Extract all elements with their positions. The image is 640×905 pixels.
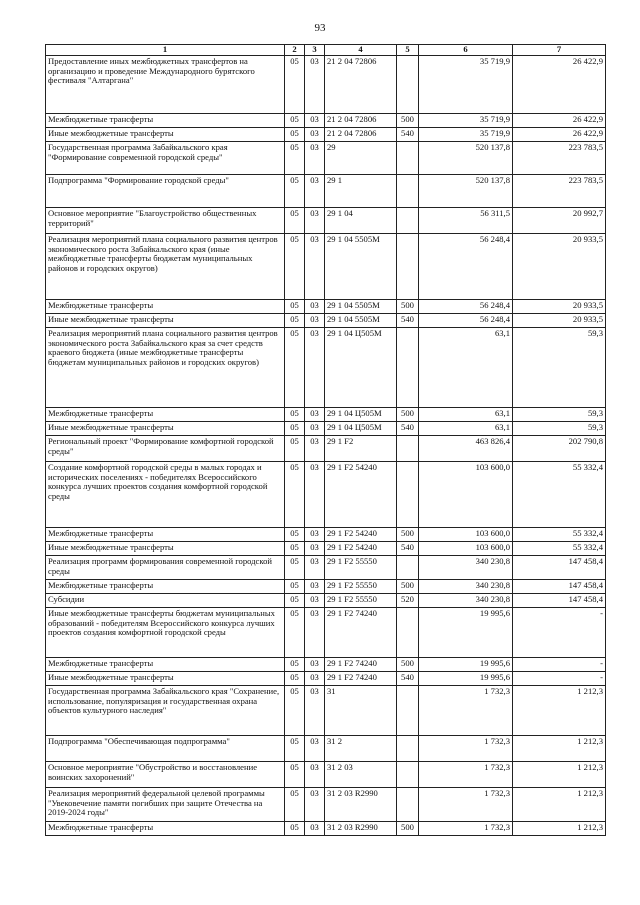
row-amount-2-cell: -: [513, 658, 606, 672]
row-amount-2-cell: 20 933,5: [513, 234, 606, 300]
row-name-cell: Иные межбюджетные трансферты: [46, 672, 285, 686]
row-section-cell: 05: [285, 594, 305, 608]
row-subsection-cell: 03: [305, 788, 325, 822]
table-row: [46, 672, 606, 686]
row-amount-1-cell: 56 248,4: [419, 300, 513, 314]
table-row: [46, 114, 606, 128]
row-amount-1-cell: 63,1: [419, 408, 513, 422]
row-section-cell: 05: [285, 462, 305, 528]
row-expense-type-cell: 500: [397, 114, 419, 128]
row-expense-type-cell: [397, 142, 419, 175]
row-section-cell: 05: [285, 788, 305, 822]
table-row: [46, 594, 606, 608]
row-amount-1-cell: 1 732,3: [419, 762, 513, 788]
row-subsection-cell: 03: [305, 234, 325, 300]
row-subsection-cell: 03: [305, 608, 325, 658]
row-expense-type-cell: 540: [397, 542, 419, 556]
row-name-cell: Иные межбюджетные трансферты бюджетам муниципальных образований - победителям Всероссийского конкурса лучших проектов создания комфортной городской среды: [46, 608, 285, 658]
row-subsection-cell: 03: [305, 56, 325, 114]
row-amount-1-cell: 63,1: [419, 328, 513, 408]
row-target-article-cell: 21 2 04 72806: [325, 56, 397, 114]
row-amount-2-cell: 55 332,4: [513, 542, 606, 556]
row-target-article-cell: 29 1 F2 55550: [325, 594, 397, 608]
row-expense-type-cell: 500: [397, 580, 419, 594]
row-amount-2-cell: 147 458,4: [513, 580, 606, 594]
row-target-article-cell: 31 2 03 R2990: [325, 822, 397, 836]
column-header-rz: 2: [285, 45, 305, 56]
row-target-article-cell: 29 1 04 5505М: [325, 234, 397, 300]
row-section-cell: 05: [285, 408, 305, 422]
header-row: [46, 45, 606, 56]
table-row: [46, 328, 606, 408]
row-subsection-cell: 03: [305, 314, 325, 328]
row-target-article-cell: 29 1 F2 74240: [325, 658, 397, 672]
row-expense-type-cell: [397, 208, 419, 234]
row-amount-1-cell: 520 137,8: [419, 175, 513, 208]
column-header-pr: 3: [305, 45, 325, 56]
row-expense-type-cell: 540: [397, 672, 419, 686]
row-name-cell: Межбюджетные трансферты: [46, 528, 285, 542]
row-target-article-cell: 21 2 04 72806: [325, 114, 397, 128]
row-section-cell: 05: [285, 114, 305, 128]
row-subsection-cell: 03: [305, 300, 325, 314]
row-target-article-cell: 31: [325, 686, 397, 736]
row-amount-1-cell: 19 995,6: [419, 608, 513, 658]
row-amount-1-cell: 103 600,0: [419, 462, 513, 528]
row-expense-type-cell: 540: [397, 314, 419, 328]
row-target-article-cell: 21 2 04 72806: [325, 128, 397, 142]
row-section-cell: 05: [285, 608, 305, 658]
table-row: [46, 408, 606, 422]
row-section-cell: 05: [285, 56, 305, 114]
row-amount-2-cell: 20 933,5: [513, 300, 606, 314]
row-target-article-cell: 29 1 F2 55550: [325, 556, 397, 580]
row-target-article-cell: 29 1 04 Ц505М: [325, 328, 397, 408]
row-name-cell: Реализация мероприятий федеральной целевой программы "Увековечение памяти погибших при защите Отечества на 2019-2024 годы": [46, 788, 285, 822]
row-target-article-cell: 29 1 04 5505М: [325, 300, 397, 314]
row-name-cell: Иные межбюджетные трансферты: [46, 422, 285, 436]
row-amount-2-cell: 20 992,7: [513, 208, 606, 234]
table-row: [46, 736, 606, 762]
row-amount-2-cell: 1 212,3: [513, 762, 606, 788]
row-section-cell: 05: [285, 672, 305, 686]
row-subsection-cell: 03: [305, 672, 325, 686]
row-amount-1-cell: 1 732,3: [419, 822, 513, 836]
row-amount-2-cell: 59,3: [513, 422, 606, 436]
row-name-cell: Межбюджетные трансферты: [46, 300, 285, 314]
row-subsection-cell: 03: [305, 580, 325, 594]
row-target-article-cell: 29 1 04 Ц505М: [325, 408, 397, 422]
row-expense-type-cell: [397, 462, 419, 528]
row-target-article-cell: 31 2: [325, 736, 397, 762]
table-row: [46, 788, 606, 822]
table-row: [46, 658, 606, 672]
row-subsection-cell: 03: [305, 528, 325, 542]
row-amount-2-cell: 55 332,4: [513, 462, 606, 528]
budget-table: [45, 44, 606, 836]
row-name-cell: Основное мероприятие "Обустройство и восстановление воинских захоронений": [46, 762, 285, 788]
row-section-cell: 05: [285, 314, 305, 328]
row-name-cell: Межбюджетные трансферты: [46, 822, 285, 836]
row-section-cell: 05: [285, 128, 305, 142]
row-amount-2-cell: 147 458,4: [513, 594, 606, 608]
row-amount-2-cell: 1 212,3: [513, 686, 606, 736]
row-expense-type-cell: [397, 556, 419, 580]
row-name-cell: Подпрограмма "Обеспечивающая подпрограмма": [46, 736, 285, 762]
row-section-cell: 05: [285, 822, 305, 836]
row-subsection-cell: 03: [305, 436, 325, 462]
row-amount-2-cell: 59,3: [513, 328, 606, 408]
row-section-cell: 05: [285, 580, 305, 594]
column-header-csr: 4: [325, 45, 397, 56]
row-expense-type-cell: [397, 56, 419, 114]
row-section-cell: 05: [285, 528, 305, 542]
row-subsection-cell: 03: [305, 736, 325, 762]
row-name-cell: Иные межбюджетные трансферты: [46, 128, 285, 142]
row-amount-1-cell: 463 826,4: [419, 436, 513, 462]
row-section-cell: 05: [285, 658, 305, 672]
row-name-cell: Предоставление иных межбюджетных трансфертов на организацию и проведение Международного бурятского фестиваля "Алтаргана": [46, 56, 285, 114]
row-expense-type-cell: [397, 436, 419, 462]
page-number: 93: [314, 22, 326, 34]
row-target-article-cell: 29 1 F2 74240: [325, 672, 397, 686]
row-name-cell: Иные межбюджетные трансферты: [46, 542, 285, 556]
row-expense-type-cell: [397, 234, 419, 300]
row-expense-type-cell: [397, 788, 419, 822]
row-section-cell: 05: [285, 436, 305, 462]
column-header-amount-1: 6: [419, 45, 513, 56]
row-name-cell: Межбюджетные трансферты: [46, 408, 285, 422]
row-expense-type-cell: 540: [397, 128, 419, 142]
row-amount-1-cell: 35 719,9: [419, 56, 513, 114]
row-amount-1-cell: 103 600,0: [419, 542, 513, 556]
row-target-article-cell: 31 2 03: [325, 762, 397, 788]
row-name-cell: Иные межбюджетные трансферты: [46, 314, 285, 328]
row-section-cell: 05: [285, 142, 305, 175]
row-section-cell: 05: [285, 556, 305, 580]
row-subsection-cell: 03: [305, 542, 325, 556]
row-expense-type-cell: 500: [397, 658, 419, 672]
row-name-cell: Государственная программа Забайкальского края "Формирование современной городской среды": [46, 142, 285, 175]
row-amount-1-cell: 56 248,4: [419, 234, 513, 300]
row-target-article-cell: 31 2 03 R2990: [325, 788, 397, 822]
table-row: [46, 208, 606, 234]
row-amount-2-cell: 26 422,9: [513, 114, 606, 128]
table-row: [46, 542, 606, 556]
row-amount-1-cell: 340 230,8: [419, 580, 513, 594]
row-name-cell: Основное мероприятие "Благоустройство общественных территорий": [46, 208, 285, 234]
row-amount-1-cell: 1 732,3: [419, 736, 513, 762]
row-amount-2-cell: 1 212,3: [513, 788, 606, 822]
row-subsection-cell: 03: [305, 686, 325, 736]
row-expense-type-cell: [397, 762, 419, 788]
row-section-cell: 05: [285, 175, 305, 208]
row-section-cell: 05: [285, 300, 305, 314]
row-amount-2-cell: -: [513, 672, 606, 686]
row-expense-type-cell: 520: [397, 594, 419, 608]
row-name-cell: Субсидии: [46, 594, 285, 608]
column-header-vr: 5: [397, 45, 419, 56]
row-subsection-cell: 03: [305, 328, 325, 408]
table-row: [46, 175, 606, 208]
table-row: [46, 56, 606, 114]
row-subsection-cell: 03: [305, 658, 325, 672]
row-name-cell: Региональный проект "Формирование комфортной городской среды": [46, 436, 285, 462]
row-amount-2-cell: 1 212,3: [513, 822, 606, 836]
row-amount-1-cell: 1 732,3: [419, 686, 513, 736]
row-section-cell: 05: [285, 762, 305, 788]
row-amount-2-cell: 20 933,5: [513, 314, 606, 328]
row-amount-2-cell: 26 422,9: [513, 128, 606, 142]
row-subsection-cell: 03: [305, 556, 325, 580]
row-target-article-cell: 29 1 F2 55550: [325, 580, 397, 594]
table-row: [46, 462, 606, 528]
row-expense-type-cell: 500: [397, 300, 419, 314]
row-amount-1-cell: 35 719,9: [419, 128, 513, 142]
row-expense-type-cell: [397, 736, 419, 762]
row-amount-2-cell: 1 212,3: [513, 736, 606, 762]
table-row: [46, 422, 606, 436]
row-section-cell: 05: [285, 542, 305, 556]
row-subsection-cell: 03: [305, 142, 325, 175]
row-target-article-cell: 29 1 04: [325, 208, 397, 234]
row-amount-1-cell: 520 137,8: [419, 142, 513, 175]
table-row: [46, 234, 606, 300]
row-section-cell: 05: [285, 208, 305, 234]
row-amount-2-cell: 223 783,5: [513, 175, 606, 208]
row-target-article-cell: 29 1 F2: [325, 436, 397, 462]
row-expense-type-cell: 500: [397, 822, 419, 836]
row-amount-2-cell: 55 332,4: [513, 528, 606, 542]
row-expense-type-cell: [397, 328, 419, 408]
row-name-cell: Государственная программа Забайкальского края "Сохранение, использование, популяризация и государственная охрана объектов культурного наследия": [46, 686, 285, 736]
row-target-article-cell: 29 1 F2 54240: [325, 462, 397, 528]
table-row: [46, 436, 606, 462]
row-name-cell: Межбюджетные трансферты: [46, 114, 285, 128]
row-name-cell: Межбюджетные трансферты: [46, 658, 285, 672]
row-amount-1-cell: 340 230,8: [419, 594, 513, 608]
row-amount-1-cell: 103 600,0: [419, 528, 513, 542]
row-amount-1-cell: 19 995,6: [419, 658, 513, 672]
row-target-article-cell: 29 1 F2 54240: [325, 542, 397, 556]
row-amount-1-cell: 56 311,5: [419, 208, 513, 234]
row-amount-2-cell: 26 422,9: [513, 56, 606, 114]
table-row: [46, 128, 606, 142]
row-amount-2-cell: 223 783,5: [513, 142, 606, 175]
row-amount-1-cell: 1 732,3: [419, 788, 513, 822]
row-section-cell: 05: [285, 234, 305, 300]
row-expense-type-cell: 500: [397, 528, 419, 542]
row-subsection-cell: 03: [305, 822, 325, 836]
row-subsection-cell: 03: [305, 408, 325, 422]
row-name-cell: Реализация мероприятий плана социального развития центров экономического роста Забайкальского края (иные межбюджетные трансферты бюджетам муниципальных районов и городских округов): [46, 234, 285, 300]
row-expense-type-cell: 500: [397, 408, 419, 422]
row-name-cell: Межбюджетные трансферты: [46, 580, 285, 594]
row-subsection-cell: 03: [305, 762, 325, 788]
row-amount-1-cell: 56 248,4: [419, 314, 513, 328]
table-row: [46, 580, 606, 594]
row-name-cell: Подпрограмма "Формирование городской среды": [46, 175, 285, 208]
row-name-cell: Создание комфортной городской среды в малых городах и исторических поселениях - победителях Всероссийского конкурса лучших проектов создания комфортной городской среды: [46, 462, 285, 528]
row-amount-1-cell: 63,1: [419, 422, 513, 436]
table-row: [46, 314, 606, 328]
row-expense-type-cell: [397, 608, 419, 658]
row-section-cell: 05: [285, 686, 305, 736]
row-subsection-cell: 03: [305, 208, 325, 234]
row-target-article-cell: 29: [325, 142, 397, 175]
row-target-article-cell: 29 1 F2 74240: [325, 608, 397, 658]
row-expense-type-cell: [397, 686, 419, 736]
row-subsection-cell: 03: [305, 114, 325, 128]
column-header-amount-2: 7: [513, 45, 606, 56]
row-amount-2-cell: 147 458,4: [513, 556, 606, 580]
row-section-cell: 05: [285, 328, 305, 408]
table-row: [46, 608, 606, 658]
table-row: [46, 686, 606, 736]
row-subsection-cell: 03: [305, 175, 325, 208]
row-expense-type-cell: 540: [397, 422, 419, 436]
row-amount-1-cell: 19 995,6: [419, 672, 513, 686]
table-row: [46, 300, 606, 314]
row-subsection-cell: 03: [305, 128, 325, 142]
table-row: [46, 762, 606, 788]
row-name-cell: Реализация программ формирования современной городской среды: [46, 556, 285, 580]
table-row: [46, 822, 606, 836]
row-name-cell: Реализация мероприятий плана социального развития центров экономического роста Забайкальского края за счет средств краевого бюджета (иные межбюджетные трансферты бюджетам муниципальных районов и городских округов): [46, 328, 285, 408]
row-section-cell: 05: [285, 422, 305, 436]
row-subsection-cell: 03: [305, 422, 325, 436]
row-amount-1-cell: 35 719,9: [419, 114, 513, 128]
row-amount-1-cell: 340 230,8: [419, 556, 513, 580]
row-target-article-cell: 29 1 F2 54240: [325, 528, 397, 542]
row-amount-2-cell: 59,3: [513, 408, 606, 422]
row-subsection-cell: 03: [305, 462, 325, 528]
row-amount-2-cell: -: [513, 608, 606, 658]
table-row: [46, 556, 606, 580]
row-amount-2-cell: 202 790,8: [513, 436, 606, 462]
row-target-article-cell: 29 1: [325, 175, 397, 208]
row-target-article-cell: 29 1 04 5505М: [325, 314, 397, 328]
column-header-name: 1: [46, 45, 285, 56]
row-target-article-cell: 29 1 04 Ц505М: [325, 422, 397, 436]
row-expense-type-cell: [397, 175, 419, 208]
table-row: [46, 142, 606, 175]
row-section-cell: 05: [285, 736, 305, 762]
table-row: [46, 528, 606, 542]
row-subsection-cell: 03: [305, 594, 325, 608]
